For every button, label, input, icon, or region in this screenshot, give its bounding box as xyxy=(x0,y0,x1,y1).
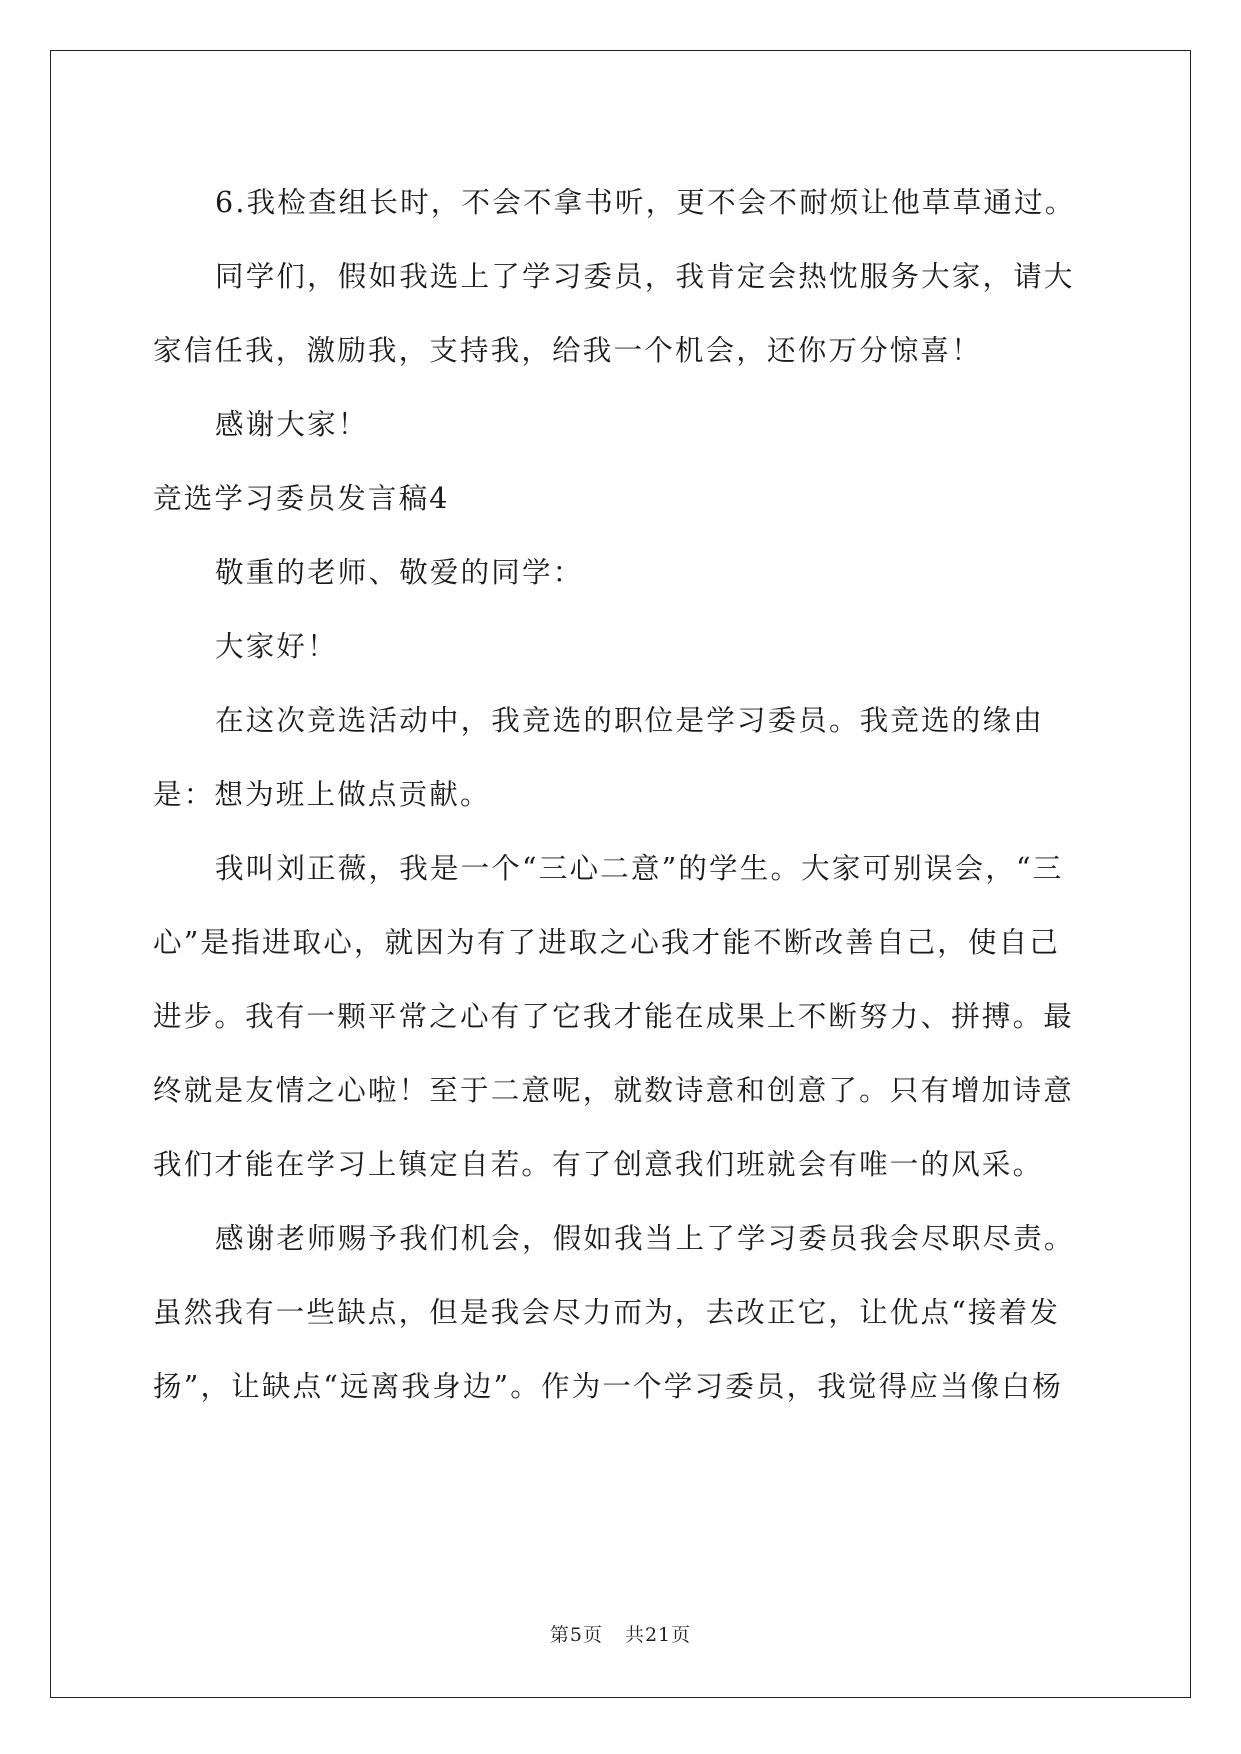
paragraph-salutation: 敬重的老师、敬爱的同学： xyxy=(215,556,584,589)
page-footer xyxy=(0,1620,1241,1647)
paragraph-commitment: 感谢老师赐予我们机会，假如我当上了学习委员我会尽职尽责。虽然我有一些缺点，但是我会尽力而为，去改正它，让优点“接着发扬”，让缺点“远离我身边”。作为一个学习委员，我觉得应当像白杨 xyxy=(153,1222,1075,1403)
paragraph-closing-appeal: 同学们，假如我选上了学习委员，我肯定会热忱服务大家，请大家信任我，激励我，支持我，给我一个机会，还你万分惊喜！ xyxy=(153,260,1075,367)
paragraph-intro: 在这次竞选活动中，我竞选的职位是学习委员。我竞选的缘由是：想为班上做点贡献。 xyxy=(153,704,1044,811)
paragraph-greeting: 大家好！ xyxy=(215,630,338,663)
page-number: 第5页 xyxy=(549,1624,603,1646)
page-total: 共21页 xyxy=(624,1624,692,1646)
paragraph-thanks: 感谢大家！ xyxy=(215,408,369,441)
paragraph-item-6: 6.我检查组长时，不会不拿书听，更不会不耐烦让他草草通过。 xyxy=(215,186,1076,219)
section-heading: 竞选学习委员发言稿4 xyxy=(153,482,450,515)
paragraph-self-description: 我叫刘正薇，我是一个“三心二意”的学生。大家可别误会，“三心”是指进取心，就因为有了进取之心我才能不断改善自己，使自己进步。我有一颗平常之心有了它我才能在成果上不断努力、拼搏。最终就是友情之心啦！至于二意呢，就数诗意和创意了。只有增加诗意我们才能在学习上镇定自若。有了创意我们班就会有唯一的风采。 xyxy=(153,852,1075,1181)
document-body xyxy=(153,166,1090,1424)
